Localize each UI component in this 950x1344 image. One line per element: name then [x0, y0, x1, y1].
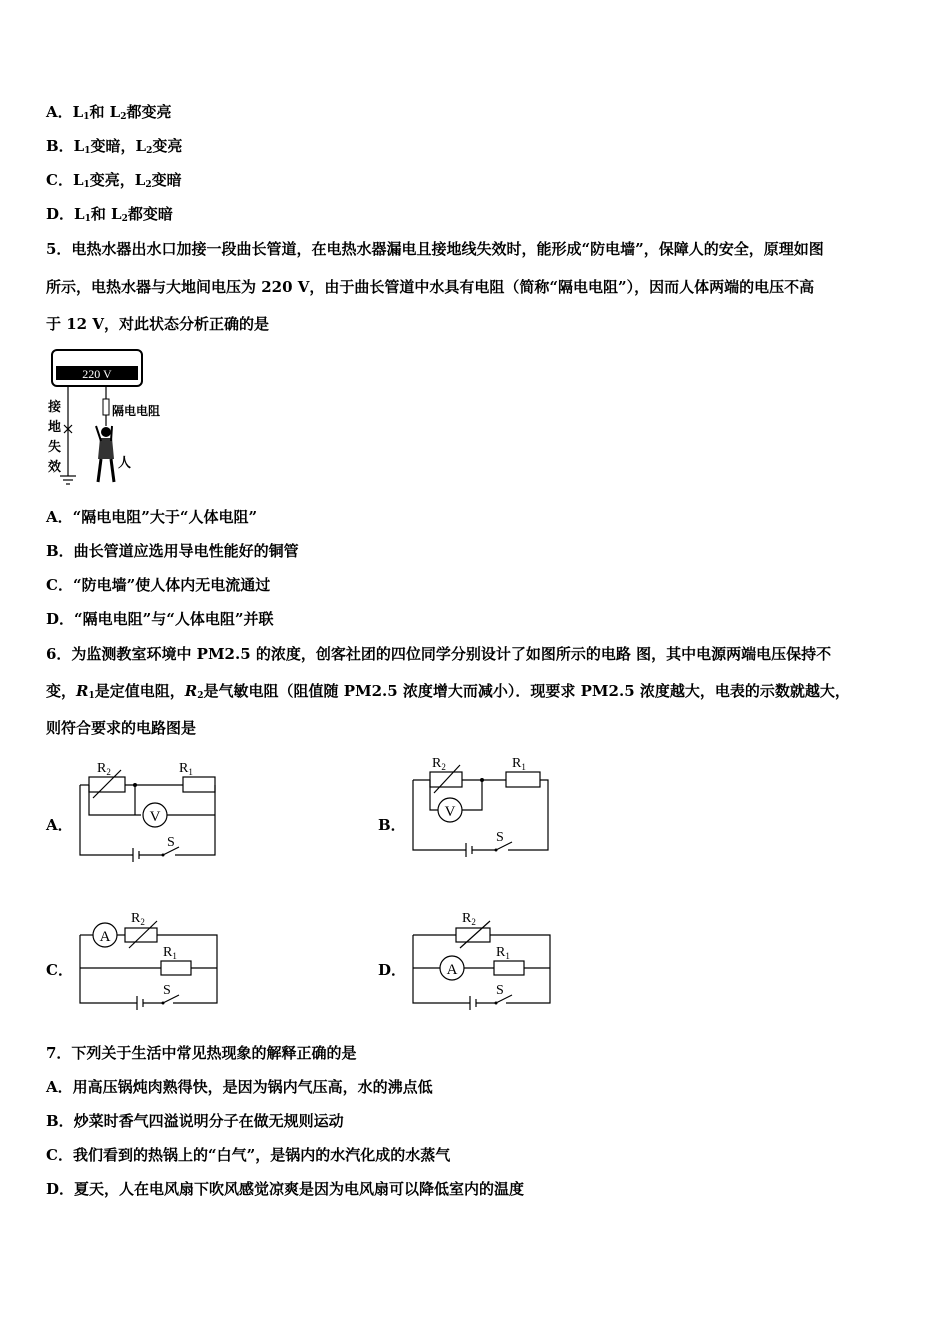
r2-label: $R_2$	[97, 761, 111, 777]
q7-stem: 7．下列关于生活中常见热现象的解释正确的是	[46, 1044, 357, 1062]
q7-option-a: A．用高压锅炖肉熟得快，是因为锅内气压高，水的沸点低	[46, 1078, 433, 1096]
r2-label: $R_2$	[462, 911, 476, 927]
q5-stem-line3: 于 12 V，对此状态分析正确的是	[46, 315, 269, 333]
r2-label: $R_2$	[432, 756, 446, 772]
r1-label: $R_1$	[179, 761, 193, 777]
person-label: 人	[118, 456, 132, 471]
ammeter-icon: A	[99, 929, 111, 945]
q5-stem-line1: 5．电热水器出水口加接一段曲长管道，在电热水器漏电且接地线失效时，能形成“防电墙”，保障人的安全，原理如图	[46, 240, 824, 258]
circuit-c	[75, 905, 223, 1015]
circuit-a-label: A．	[46, 816, 73, 834]
q5-stem-line2: 所示，电热水器与大地间电压为 220 V，由于曲长管道中水具有电阻（简称“隔电电阻”），因而人体两端的电压不高	[46, 278, 815, 296]
q5-option-c: C．“防电墙”使人体内无电流通过	[46, 576, 271, 594]
q7-option-d: D．夏天，人在电风扇下吹风感觉凉爽是因为电风扇可以降低室内的温度	[46, 1180, 525, 1198]
r1-label: $R_1$	[512, 756, 526, 772]
voltmeter-icon: V	[149, 809, 161, 825]
q4-option-d: D．$L_1$和 $L_2$都变暗	[46, 205, 173, 224]
q5-option-b: B．曲长管道应选用导电性能好的铜管	[46, 542, 299, 560]
circuit-b-label: B．	[378, 816, 406, 834]
switch-label: S	[496, 983, 504, 998]
water-heater-figure	[46, 346, 176, 491]
voltage-label: 220 V	[82, 367, 112, 381]
q5-option-a: A．“隔电电阻”大于“人体电阻”	[46, 508, 258, 526]
r1-label: $R_1$	[163, 945, 177, 961]
q6-stem-line3: 则符合要求的电路图是	[46, 719, 197, 737]
q4-option-c: C．$L_1$变亮，$L_2$变暗	[46, 171, 182, 190]
r1-label: $R_1$	[496, 945, 510, 961]
ground-label: 接 地 失 效	[48, 400, 62, 475]
q7-option-b: B．炒菜时香气四溢说明分子在做无规则运动	[46, 1112, 344, 1130]
voltmeter-icon: V	[444, 804, 456, 820]
circuit-c-label: C．	[46, 961, 73, 979]
circuit-d-label: D．	[378, 961, 407, 979]
q4-option-b: B．$L_1$变暗，$L_2$变亮	[46, 137, 183, 156]
switch-label: S	[496, 830, 504, 845]
q5-option-d: D．“隔电电阻”与“人体电阻”并联	[46, 610, 274, 628]
r2-label: $R_2$	[131, 911, 145, 927]
switch-label: S	[167, 835, 175, 850]
switch-label: S	[163, 983, 171, 998]
q6-stem-line2: 变，$R_1$是定值电阻，$R_2$是气敏电阻（阻值随 PM2.5 浓度增大而减小）．现要求 PM2.5 浓度越大，电表的示数就越大，	[46, 682, 850, 701]
ammeter-icon: A	[446, 962, 458, 978]
q4-option-a: A．$L_1$和 $L_2$都变亮	[46, 103, 172, 122]
circuit-d	[408, 905, 556, 1015]
circuit-b	[408, 750, 556, 860]
q7-option-c: C．我们看到的热锅上的“白气”，是锅内的水汽化成的水蒸气	[46, 1146, 451, 1164]
resistor-label: 隔电电阻	[112, 404, 161, 418]
q6-stem-line1: 6．为监测教室环境中 PM2.5 的浓度，创客社团的四位同学分别设计了如图所示的电路 图，其中电源两端电压保持不	[46, 645, 832, 663]
circuit-a	[75, 755, 223, 865]
